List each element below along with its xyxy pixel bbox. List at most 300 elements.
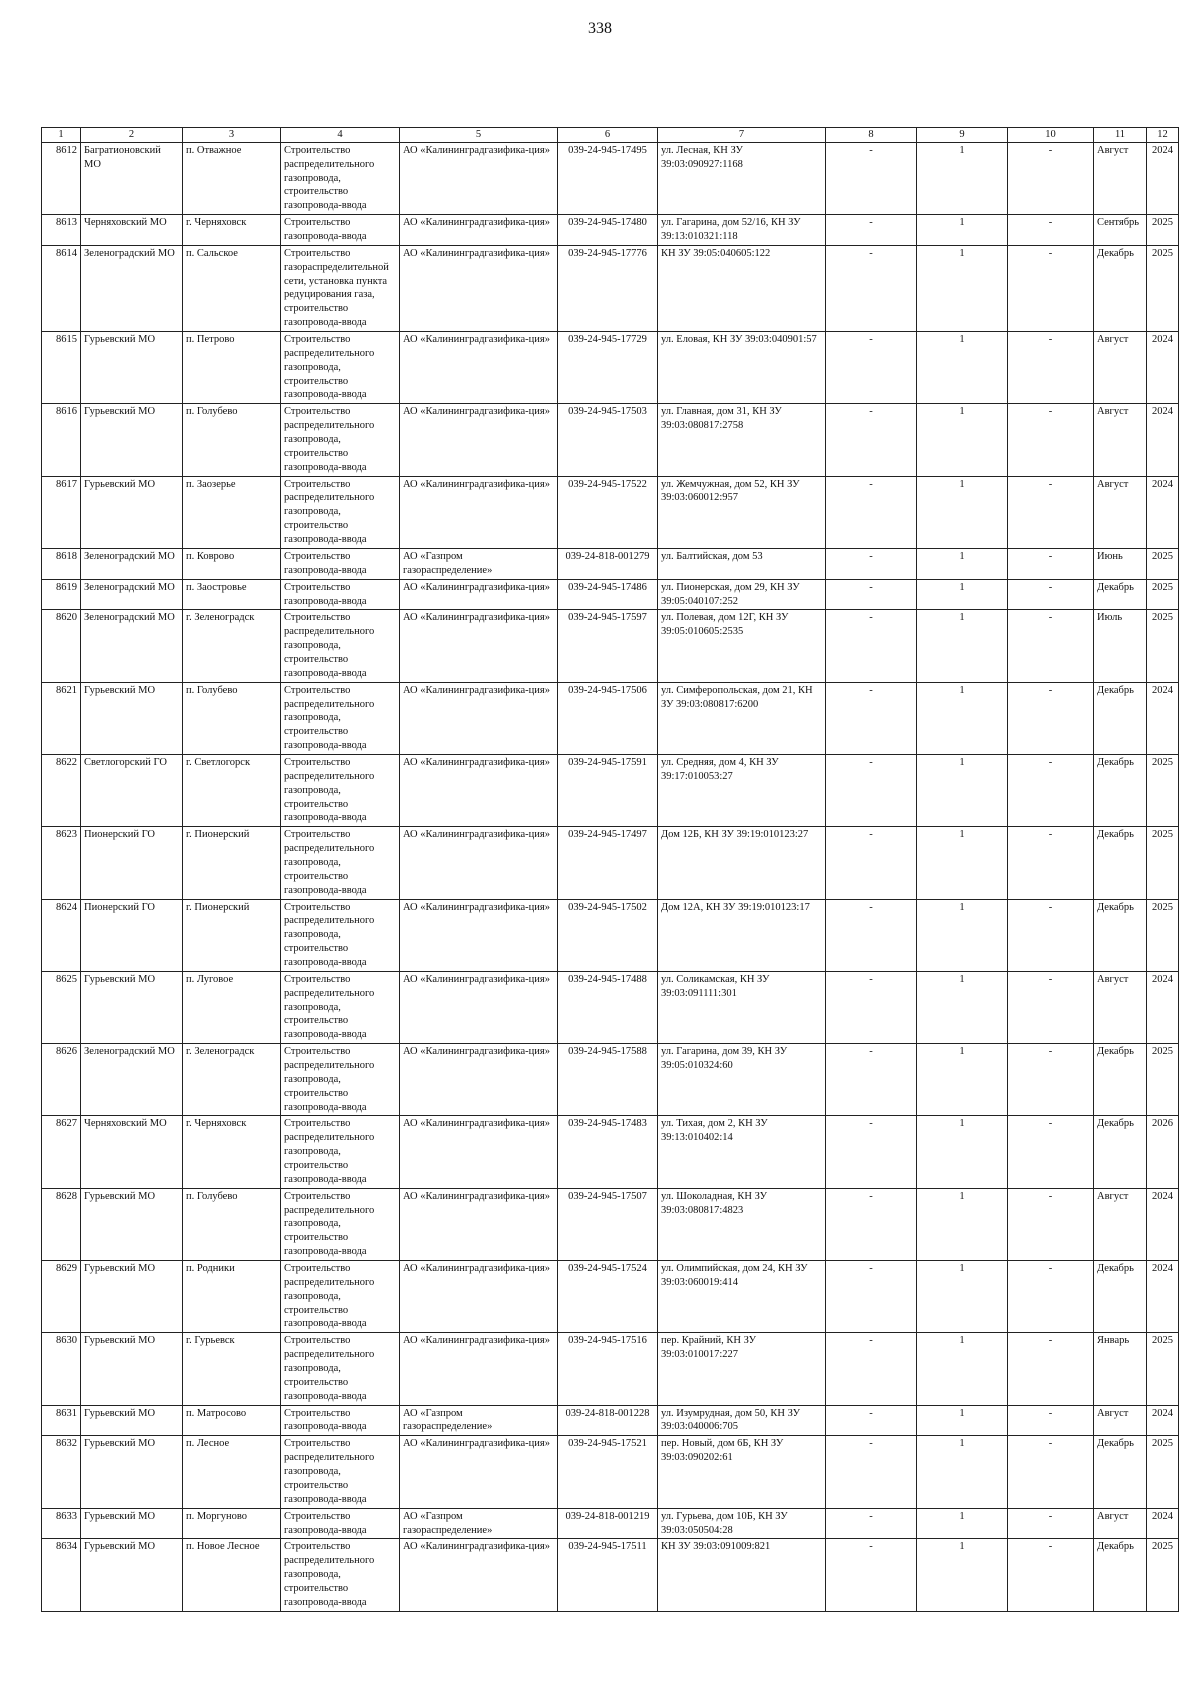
year-cell: 2025 xyxy=(1147,899,1179,971)
organization-cell: АО «Калининградгазифика-ция» xyxy=(400,899,558,971)
month-cell: Август xyxy=(1094,1188,1147,1260)
column-8-cell: - xyxy=(826,332,917,404)
month-cell: Сентябрь xyxy=(1094,215,1147,246)
table-row xyxy=(42,579,1179,610)
work-description-cell: Строительство газопровода-ввода xyxy=(281,548,400,579)
work-description-cell: Строительство распределительного газопровода, строительство газопровода-ввода xyxy=(281,1539,400,1611)
work-description-cell: Строительство распределительного газопровода, строительство газопровода-ввода xyxy=(281,142,400,214)
municipality-cell: Гурьевский МО xyxy=(81,1436,183,1508)
work-description-cell: Строительство распределительного газопровода, строительство газопровода-ввода xyxy=(281,1333,400,1405)
column-10-cell: - xyxy=(1008,899,1094,971)
locality-cell: г. Пионерский xyxy=(183,899,281,971)
locality-cell: п. Отважное xyxy=(183,142,281,214)
row-number-cell: 8617 xyxy=(42,476,81,548)
organization-cell: АО «Калининградгазифика-ция» xyxy=(400,754,558,826)
table-body xyxy=(42,142,1179,1611)
column-8-cell: - xyxy=(826,579,917,610)
application-code-cell: 039-24-945-17588 xyxy=(558,1044,658,1116)
work-description-cell: Строительство распределительного газопровода, строительство газопровода-ввода xyxy=(281,1044,400,1116)
row-number-cell: 8634 xyxy=(42,1539,81,1611)
column-8-cell: - xyxy=(826,1116,917,1188)
column-10-cell: - xyxy=(1008,1436,1094,1508)
locality-cell: п. Новое Лесное xyxy=(183,1539,281,1611)
address-cell: ул. Еловая, КН ЗУ 39:03:040901:57 xyxy=(658,332,826,404)
application-code-cell: 039-24-945-17597 xyxy=(558,610,658,682)
column-10-cell: - xyxy=(1008,1116,1094,1188)
locality-cell: п. Матросово xyxy=(183,1405,281,1436)
column-header-3: 3 xyxy=(183,128,281,143)
column-header-10: 10 xyxy=(1008,128,1094,143)
year-cell: 2024 xyxy=(1147,142,1179,214)
column-header-5: 5 xyxy=(400,128,558,143)
locality-cell: г. Черняховск xyxy=(183,215,281,246)
column-9-cell: 1 xyxy=(917,1436,1008,1508)
column-8-cell: - xyxy=(826,1539,917,1611)
municipality-cell: Зеленоградский МО xyxy=(81,610,183,682)
column-10-cell: - xyxy=(1008,1405,1094,1436)
locality-cell: п. Сальское xyxy=(183,245,281,331)
column-8-cell: - xyxy=(826,971,917,1043)
address-cell: ул. Гагарина, дом 39, КН ЗУ 39:05:010324:60 xyxy=(658,1044,826,1116)
column-8-cell: - xyxy=(826,1044,917,1116)
year-cell: 2025 xyxy=(1147,1539,1179,1611)
organization-cell: АО «Калининградгазифика-ция» xyxy=(400,1436,558,1508)
municipality-cell: Гурьевский МО xyxy=(81,1539,183,1611)
municipality-cell: Черняховский МО xyxy=(81,215,183,246)
organization-cell: АО «Калининградгазифика-ция» xyxy=(400,1116,558,1188)
application-code-cell: 039-24-945-17495 xyxy=(558,142,658,214)
organization-cell: АО «Калининградгазифика-ция» xyxy=(400,971,558,1043)
work-description-cell: Строительство распределительного газопровода, строительство газопровода-ввода xyxy=(281,1436,400,1508)
month-cell: Август xyxy=(1094,476,1147,548)
application-code-cell: 039-24-945-17507 xyxy=(558,1188,658,1260)
table-row xyxy=(42,971,1179,1043)
row-number-cell: 8618 xyxy=(42,548,81,579)
row-number-cell: 8633 xyxy=(42,1508,81,1539)
municipality-cell: Пионерский ГО xyxy=(81,827,183,899)
column-8-cell: - xyxy=(826,1405,917,1436)
column-10-cell: - xyxy=(1008,548,1094,579)
work-description-cell: Строительство распределительного газопровода, строительство газопровода-ввода xyxy=(281,1116,400,1188)
work-description-cell: Строительство газопровода-ввода xyxy=(281,1508,400,1539)
year-cell: 2025 xyxy=(1147,827,1179,899)
address-cell: ул. Симферопольская, дом 21, КН ЗУ 39:03:080817:6200 xyxy=(658,682,826,754)
row-number-cell: 8624 xyxy=(42,899,81,971)
row-number-cell: 8630 xyxy=(42,1333,81,1405)
application-code-cell: 039-24-945-17591 xyxy=(558,754,658,826)
column-10-cell: - xyxy=(1008,215,1094,246)
gasification-register-table xyxy=(41,127,1179,1612)
row-number-cell: 8619 xyxy=(42,579,81,610)
column-9-cell: 1 xyxy=(917,476,1008,548)
row-number-cell: 8620 xyxy=(42,610,81,682)
month-cell: Август xyxy=(1094,1508,1147,1539)
column-10-cell: - xyxy=(1008,476,1094,548)
column-10-cell: - xyxy=(1008,1261,1094,1333)
organization-cell: АО «Калининградгазифика-ция» xyxy=(400,682,558,754)
table-row xyxy=(42,548,1179,579)
row-number-cell: 8625 xyxy=(42,971,81,1043)
year-cell: 2024 xyxy=(1147,332,1179,404)
address-cell: ул. Жемчужная, дом 52, КН ЗУ 39:03:060012:957 xyxy=(658,476,826,548)
row-number-cell: 8631 xyxy=(42,1405,81,1436)
locality-cell: п. Голубево xyxy=(183,682,281,754)
row-number-cell: 8627 xyxy=(42,1116,81,1188)
organization-cell: АО «Калининградгазифика-ция» xyxy=(400,1188,558,1260)
year-cell: 2024 xyxy=(1147,1405,1179,1436)
address-cell: ул. Пионерская, дом 29, КН ЗУ 39:05:040107:252 xyxy=(658,579,826,610)
application-code-cell: 039-24-945-17729 xyxy=(558,332,658,404)
column-header-6: 6 xyxy=(558,128,658,143)
municipality-cell: Светлогорский ГО xyxy=(81,754,183,826)
application-code-cell: 039-24-945-17503 xyxy=(558,404,658,476)
municipality-cell: Гурьевский МО xyxy=(81,1333,183,1405)
column-8-cell: - xyxy=(826,1333,917,1405)
work-description-cell: Строительство распределительного газопровода, строительство газопровода-ввода xyxy=(281,404,400,476)
year-cell: 2025 xyxy=(1147,579,1179,610)
work-description-cell: Строительство распределительного газопровода, строительство газопровода-ввода xyxy=(281,971,400,1043)
organization-cell: АО «Газпром газораспределение» xyxy=(400,548,558,579)
column-9-cell: 1 xyxy=(917,404,1008,476)
column-9-cell: 1 xyxy=(917,1116,1008,1188)
work-description-cell: Строительство распределительного газопровода, строительство газопровода-ввода xyxy=(281,827,400,899)
column-9-cell: 1 xyxy=(917,1539,1008,1611)
organization-cell: АО «Калининградгазифика-ция» xyxy=(400,1539,558,1611)
locality-cell: п. Коврово xyxy=(183,548,281,579)
column-header-11: 11 xyxy=(1094,128,1147,143)
year-cell: 2025 xyxy=(1147,1044,1179,1116)
municipality-cell: Гурьевский МО xyxy=(81,332,183,404)
organization-cell: АО «Калининградгазифика-ция» xyxy=(400,579,558,610)
municipality-cell: Гурьевский МО xyxy=(81,682,183,754)
column-9-cell: 1 xyxy=(917,1261,1008,1333)
column-9-cell: 1 xyxy=(917,1188,1008,1260)
locality-cell: г. Зеленоградск xyxy=(183,1044,281,1116)
municipality-cell: Зеленоградский МО xyxy=(81,245,183,331)
application-code-cell: 039-24-945-17516 xyxy=(558,1333,658,1405)
work-description-cell: Строительство распределительного газопровода, строительство газопровода-ввода xyxy=(281,476,400,548)
column-header-7: 7 xyxy=(658,128,826,143)
table-row xyxy=(42,404,1179,476)
column-8-cell: - xyxy=(826,610,917,682)
table-row xyxy=(42,1333,1179,1405)
column-10-cell: - xyxy=(1008,1539,1094,1611)
month-cell: Июль xyxy=(1094,610,1147,682)
column-9-cell: 1 xyxy=(917,754,1008,826)
column-9-cell: 1 xyxy=(917,682,1008,754)
work-description-cell: Строительство газопровода-ввода xyxy=(281,215,400,246)
row-number-cell: 8613 xyxy=(42,215,81,246)
column-10-cell: - xyxy=(1008,332,1094,404)
table-row xyxy=(42,332,1179,404)
locality-cell: г. Светлогорск xyxy=(183,754,281,826)
work-description-cell: Строительство газопровода-ввода xyxy=(281,579,400,610)
month-cell: Январь xyxy=(1094,1333,1147,1405)
month-cell: Декабрь xyxy=(1094,1044,1147,1116)
column-10-cell: - xyxy=(1008,1508,1094,1539)
column-8-cell: - xyxy=(826,682,917,754)
address-cell: ул. Гагарина, дом 52/16, КН ЗУ 39:13:010321:118 xyxy=(658,215,826,246)
address-cell: Дом 12А, КН ЗУ 39:19:010123:17 xyxy=(658,899,826,971)
column-8-cell: - xyxy=(826,245,917,331)
municipality-cell: Черняховский МО xyxy=(81,1116,183,1188)
table-row xyxy=(42,1508,1179,1539)
application-code-cell: 039-24-945-17521 xyxy=(558,1436,658,1508)
column-8-cell: - xyxy=(826,1436,917,1508)
table-row xyxy=(42,476,1179,548)
column-9-cell: 1 xyxy=(917,245,1008,331)
year-cell: 2025 xyxy=(1147,245,1179,331)
year-cell: 2025 xyxy=(1147,1436,1179,1508)
municipality-cell: Гурьевский МО xyxy=(81,1508,183,1539)
address-cell: ул. Соликамская, КН ЗУ 39:03:091111:301 xyxy=(658,971,826,1043)
organization-cell: АО «Калининградгазифика-ция» xyxy=(400,1044,558,1116)
column-8-cell: - xyxy=(826,142,917,214)
application-code-cell: 039-24-945-17488 xyxy=(558,971,658,1043)
work-description-cell: Строительство распределительного газопровода, строительство газопровода-ввода xyxy=(281,1261,400,1333)
column-8-cell: - xyxy=(826,476,917,548)
organization-cell: АО «Калининградгазифика-ция» xyxy=(400,1261,558,1333)
row-number-cell: 8614 xyxy=(42,245,81,331)
organization-cell: АО «Калининградгазифика-ция» xyxy=(400,610,558,682)
organization-cell: АО «Калининградгазифика-ция» xyxy=(400,215,558,246)
year-cell: 2024 xyxy=(1147,404,1179,476)
row-number-cell: 8612 xyxy=(42,142,81,214)
work-description-cell: Строительство распределительного газопровода, строительство газопровода-ввода xyxy=(281,332,400,404)
month-cell: Август xyxy=(1094,1405,1147,1436)
table-row xyxy=(42,1539,1179,1611)
organization-cell: АО «Калининградгазифика-ция» xyxy=(400,476,558,548)
month-cell: Декабрь xyxy=(1094,899,1147,971)
work-description-cell: Строительство распределительного газопровода, строительство газопровода-ввода xyxy=(281,610,400,682)
municipality-cell: Зеленоградский МО xyxy=(81,579,183,610)
application-code-cell: 039-24-945-17511 xyxy=(558,1539,658,1611)
organization-cell: АО «Газпром газораспределение» xyxy=(400,1508,558,1539)
locality-cell: п. Голубево xyxy=(183,404,281,476)
application-code-cell: 039-24-945-17522 xyxy=(558,476,658,548)
column-9-cell: 1 xyxy=(917,971,1008,1043)
address-cell: Дом 12Б, КН ЗУ 39:19:010123:27 xyxy=(658,827,826,899)
application-code-cell: 039-24-945-17776 xyxy=(558,245,658,331)
column-header-2: 2 xyxy=(81,128,183,143)
application-code-cell: 039-24-945-17502 xyxy=(558,899,658,971)
work-description-cell: Строительство газораспределительной сети, установка пункта редуцирования газа, строительство газопровода-ввода xyxy=(281,245,400,331)
year-cell: 2026 xyxy=(1147,1116,1179,1188)
municipality-cell: Гурьевский МО xyxy=(81,971,183,1043)
row-number-cell: 8621 xyxy=(42,682,81,754)
column-header-8: 8 xyxy=(826,128,917,143)
locality-cell: п. Заостровье xyxy=(183,579,281,610)
table-row xyxy=(42,682,1179,754)
address-cell: ул. Шоколадная, КН ЗУ 39:03:080817:4823 xyxy=(658,1188,826,1260)
column-10-cell: - xyxy=(1008,1044,1094,1116)
address-cell: ул. Тихая, дом 2, КН ЗУ 39:13:010402:14 xyxy=(658,1116,826,1188)
row-number-cell: 8626 xyxy=(42,1044,81,1116)
month-cell: Декабрь xyxy=(1094,1539,1147,1611)
organization-cell: АО «Газпром газораспределение» xyxy=(400,1405,558,1436)
locality-cell: п. Родники xyxy=(183,1261,281,1333)
table-row xyxy=(42,142,1179,214)
year-cell: 2024 xyxy=(1147,1508,1179,1539)
municipality-cell: Пионерский ГО xyxy=(81,899,183,971)
column-8-cell: - xyxy=(826,548,917,579)
municipality-cell: Зеленоградский МО xyxy=(81,1044,183,1116)
locality-cell: г. Гурьевск xyxy=(183,1333,281,1405)
column-number-header-row xyxy=(42,128,1179,143)
column-8-cell: - xyxy=(826,754,917,826)
municipality-cell: Гурьевский МО xyxy=(81,1261,183,1333)
application-code-cell: 039-24-945-17486 xyxy=(558,579,658,610)
column-10-cell: - xyxy=(1008,682,1094,754)
month-cell: Декабрь xyxy=(1094,1436,1147,1508)
locality-cell: п. Голубево xyxy=(183,1188,281,1260)
table-row xyxy=(42,827,1179,899)
month-cell: Август xyxy=(1094,971,1147,1043)
column-9-cell: 1 xyxy=(917,332,1008,404)
month-cell: Декабрь xyxy=(1094,579,1147,610)
locality-cell: п. Лесное xyxy=(183,1436,281,1508)
year-cell: 2024 xyxy=(1147,682,1179,754)
column-9-cell: 1 xyxy=(917,827,1008,899)
month-cell: Декабрь xyxy=(1094,754,1147,826)
column-9-cell: 1 xyxy=(917,579,1008,610)
column-header-9: 9 xyxy=(917,128,1008,143)
column-8-cell: - xyxy=(826,1508,917,1539)
month-cell: Июнь xyxy=(1094,548,1147,579)
row-number-cell: 8623 xyxy=(42,827,81,899)
address-cell: ул. Олимпийская, дом 24, КН ЗУ 39:03:060019:414 xyxy=(658,1261,826,1333)
column-8-cell: - xyxy=(826,1261,917,1333)
table-row xyxy=(42,245,1179,331)
organization-cell: АО «Калининградгазифика-ция» xyxy=(400,404,558,476)
table-row xyxy=(42,1436,1179,1508)
municipality-cell: Гурьевский МО xyxy=(81,1188,183,1260)
column-9-cell: 1 xyxy=(917,1333,1008,1405)
column-9-cell: 1 xyxy=(917,1405,1008,1436)
year-cell: 2025 xyxy=(1147,215,1179,246)
address-cell: ул. Гурьева, дом 10Б, КН ЗУ 39:03:050504:28 xyxy=(658,1508,826,1539)
column-10-cell: - xyxy=(1008,1333,1094,1405)
municipality-cell: Зеленоградский МО xyxy=(81,548,183,579)
work-description-cell: Строительство газопровода-ввода xyxy=(281,1405,400,1436)
row-number-cell: 8622 xyxy=(42,754,81,826)
column-9-cell: 1 xyxy=(917,610,1008,682)
table-row xyxy=(42,1044,1179,1116)
page-number: 338 xyxy=(588,20,612,37)
locality-cell: п. Петрово xyxy=(183,332,281,404)
row-number-cell: 8615 xyxy=(42,332,81,404)
column-8-cell: - xyxy=(826,1188,917,1260)
column-9-cell: 1 xyxy=(917,142,1008,214)
year-cell: 2025 xyxy=(1147,1333,1179,1405)
year-cell: 2025 xyxy=(1147,610,1179,682)
row-number-cell: 8616 xyxy=(42,404,81,476)
address-cell: ул. Полевая, дом 12Г, КН ЗУ 39:05:010605:2535 xyxy=(658,610,826,682)
month-cell: Декабрь xyxy=(1094,827,1147,899)
address-cell: КН ЗУ 39:05:040605:122 xyxy=(658,245,826,331)
column-header-12: 12 xyxy=(1147,128,1179,143)
year-cell: 2024 xyxy=(1147,1188,1179,1260)
row-number-cell: 8628 xyxy=(42,1188,81,1260)
column-8-cell: - xyxy=(826,827,917,899)
column-10-cell: - xyxy=(1008,971,1094,1043)
column-9-cell: 1 xyxy=(917,1508,1008,1539)
address-cell: КН ЗУ 39:03:091009:821 xyxy=(658,1539,826,1611)
application-code-cell: 039-24-945-17506 xyxy=(558,682,658,754)
column-10-cell: - xyxy=(1008,827,1094,899)
organization-cell: АО «Калининградгазифика-ция» xyxy=(400,332,558,404)
row-number-cell: 8629 xyxy=(42,1261,81,1333)
application-code-cell: 039-24-945-17497 xyxy=(558,827,658,899)
application-code-cell: 039-24-818-001279 xyxy=(558,548,658,579)
column-10-cell: - xyxy=(1008,579,1094,610)
column-9-cell: 1 xyxy=(917,548,1008,579)
column-10-cell: - xyxy=(1008,404,1094,476)
address-cell: ул. Лесная, КН ЗУ 39:03:090927:1168 xyxy=(658,142,826,214)
month-cell: Август xyxy=(1094,404,1147,476)
organization-cell: АО «Калининградгазифика-ция» xyxy=(400,142,558,214)
locality-cell: г. Зеленоградск xyxy=(183,610,281,682)
year-cell: 2025 xyxy=(1147,548,1179,579)
month-cell: Август xyxy=(1094,332,1147,404)
locality-cell: п. Луговое xyxy=(183,971,281,1043)
locality-cell: г. Пионерский xyxy=(183,827,281,899)
month-cell: Декабрь xyxy=(1094,245,1147,331)
municipality-cell: Гурьевский МО xyxy=(81,404,183,476)
locality-cell: г. Черняховск xyxy=(183,1116,281,1188)
month-cell: Декабрь xyxy=(1094,1116,1147,1188)
organization-cell: АО «Калининградгазифика-ция» xyxy=(400,245,558,331)
column-8-cell: - xyxy=(826,215,917,246)
table-row xyxy=(42,754,1179,826)
table-row xyxy=(42,1261,1179,1333)
month-cell: Декабрь xyxy=(1094,1261,1147,1333)
locality-cell: п. Заозерье xyxy=(183,476,281,548)
municipality-cell: Багратионовский МО xyxy=(81,142,183,214)
table-row xyxy=(42,899,1179,971)
application-code-cell: 039-24-945-17480 xyxy=(558,215,658,246)
column-10-cell: - xyxy=(1008,142,1094,214)
column-10-cell: - xyxy=(1008,245,1094,331)
address-cell: ул. Балтийская, дом 53 xyxy=(658,548,826,579)
municipality-cell: Гурьевский МО xyxy=(81,1405,183,1436)
column-header-4: 4 xyxy=(281,128,400,143)
organization-cell: АО «Калининградгазифика-ция» xyxy=(400,1333,558,1405)
address-cell: пер. Крайний, КН ЗУ 39:03:010017:227 xyxy=(658,1333,826,1405)
application-code-cell: 039-24-945-17524 xyxy=(558,1261,658,1333)
locality-cell: п. Моргуново xyxy=(183,1508,281,1539)
column-8-cell: - xyxy=(826,404,917,476)
year-cell: 2024 xyxy=(1147,1261,1179,1333)
work-description-cell: Строительство распределительного газопровода, строительство газопровода-ввода xyxy=(281,1188,400,1260)
organization-cell: АО «Калининградгазифика-ция» xyxy=(400,827,558,899)
address-cell: ул. Главная, дом 31, КН ЗУ 39:03:080817:2758 xyxy=(658,404,826,476)
work-description-cell: Строительство распределительного газопровода, строительство газопровода-ввода xyxy=(281,899,400,971)
year-cell: 2024 xyxy=(1147,476,1179,548)
column-9-cell: 1 xyxy=(917,215,1008,246)
year-cell: 2024 xyxy=(1147,971,1179,1043)
table-row xyxy=(42,1405,1179,1436)
column-9-cell: 1 xyxy=(917,899,1008,971)
municipality-cell: Гурьевский МО xyxy=(81,476,183,548)
application-code-cell: 039-24-818-001219 xyxy=(558,1508,658,1539)
column-9-cell: 1 xyxy=(917,1044,1008,1116)
address-cell: ул. Изумрудная, дом 50, КН ЗУ 39:03:040006:705 xyxy=(658,1405,826,1436)
address-cell: ул. Средняя, дом 4, КН ЗУ 39:17:010053:27 xyxy=(658,754,826,826)
application-code-cell: 039-24-818-001228 xyxy=(558,1405,658,1436)
column-8-cell: - xyxy=(826,899,917,971)
row-number-cell: 8632 xyxy=(42,1436,81,1508)
